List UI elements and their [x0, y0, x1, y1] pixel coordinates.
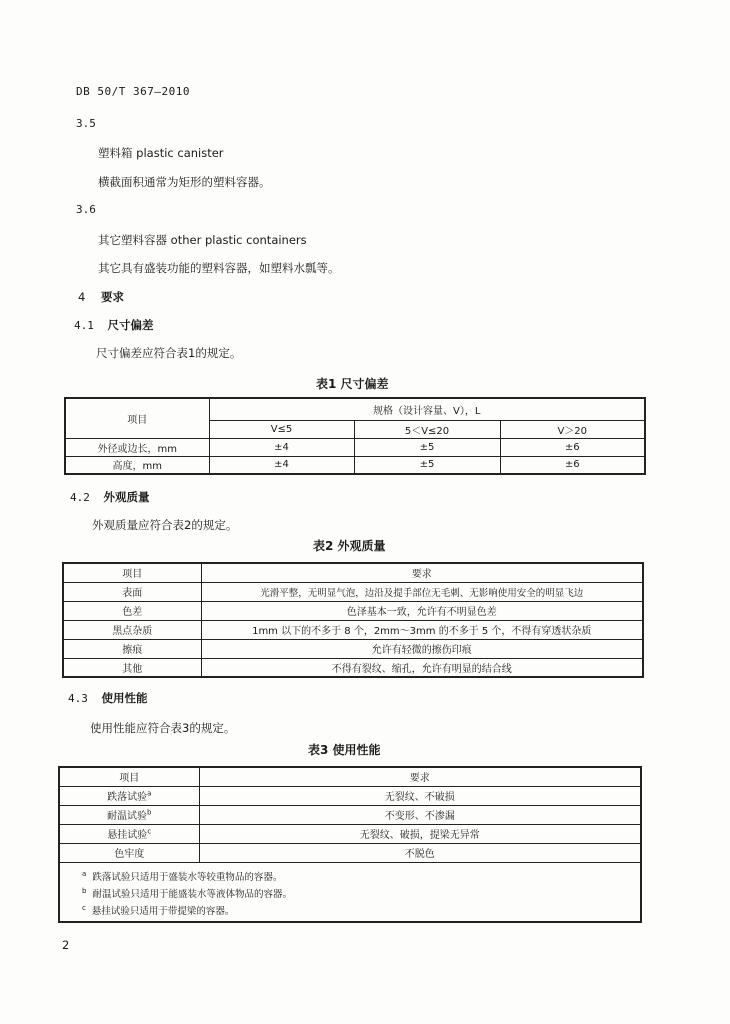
definition-other-plastic-containers: 其它具有盛装功能的塑料容器，如塑料水瓢等。 [98, 261, 340, 275]
table3-header-item: 项目 [59, 767, 199, 786]
table-row [63, 639, 643, 658]
table-row [59, 805, 641, 824]
section-4-1 [74, 317, 154, 333]
table1-col-header: 5＜V≤20 [354, 420, 500, 438]
footnote-marker: a [82, 870, 87, 879]
table3-note [82, 866, 640, 883]
table1-cell: ±5 [354, 438, 500, 456]
table2-requirement: 不得有裂纹、缩孔，允许有明显的结合线 [201, 658, 643, 677]
table3-caption: 表3 使用性能 [308, 743, 381, 757]
table3-header-requirement: 要求 [199, 767, 641, 786]
section-title-4-2: 外观质量 [103, 490, 150, 504]
section-title-4-3: 使用性能 [101, 691, 148, 705]
table1-cell: ±6 [500, 438, 645, 456]
table1-cell: ±6 [500, 456, 645, 474]
table1-cell: ±5 [354, 456, 500, 474]
section-number-4-1: 4.1 [74, 319, 94, 332]
table3-row-label [59, 786, 199, 805]
table3-requirement: 不脱色 [199, 843, 641, 862]
table2-row-label: 擦痕 [63, 639, 201, 658]
table2-header-requirement: 要求 [201, 563, 643, 582]
table-row [59, 843, 641, 862]
table2-row-label: 其他 [63, 658, 201, 677]
table1-row-label: 高度，mm [65, 456, 209, 474]
table1-dimension-deviation [64, 397, 646, 475]
table2-header-item: 项目 [63, 563, 201, 582]
table1-spec-header: 规格（设计容量、V），L [209, 398, 645, 420]
table3-requirement: 不变形、不渗漏 [199, 805, 641, 824]
table3-row-label-text: 跌落试验 [107, 792, 148, 803]
footnote-marker: c [147, 827, 152, 836]
document-id: DB 50/T 367—2010 [76, 85, 190, 98]
table3-requirement: 无裂纹、破损，提梁无异常 [199, 824, 641, 843]
table1-cell: ±4 [209, 438, 354, 456]
footnote-marker: b [82, 887, 87, 896]
table3-row-label-text: 耐温试验 [107, 811, 148, 822]
table2-requirement: 允许有轻微的擦伤印痕 [201, 639, 643, 658]
table1-caption: 表1 尺寸偏差 [316, 377, 389, 391]
section-number-4-3: 4.3 [68, 692, 88, 705]
table2-requirement: 光滑平整，无明显气泡，边沿及提手部位无毛刺、无影响使用安全的明显飞边 [201, 582, 643, 601]
table2-caption: 表2 外观质量 [313, 539, 386, 553]
footnote-marker: b [147, 808, 152, 817]
section-number-3-6: 3.6 [76, 203, 96, 216]
definition-plastic-canister: 横截面积通常为矩形的塑料容器。 [98, 175, 271, 189]
table2-row-label: 表面 [63, 582, 201, 601]
table1-col-header: V＞20 [500, 420, 645, 438]
section-title-4: 要求 [100, 290, 124, 304]
section-4-3 [68, 690, 148, 706]
table-row [59, 824, 641, 843]
table1-item-header: 项目 [65, 398, 209, 438]
term-other-plastic-containers: 其它塑料容器 other plastic containers [98, 233, 307, 247]
table-row [59, 786, 641, 805]
table-row [65, 438, 645, 456]
table3-note-text: 跌落试验只适用于盛装水等较重物品的容器。 [92, 872, 283, 884]
table1-cell: ±4 [209, 456, 354, 474]
table-row [63, 658, 643, 677]
table1-row-label: 外径或边长，mm [65, 438, 209, 456]
table3-row-label [59, 805, 199, 824]
term-plastic-canister: 塑料箱 plastic canister [98, 146, 224, 160]
table3-note-text: 耐温试验只适用于能盛装水等液体物品的容器。 [92, 889, 293, 901]
table2-appearance-quality [62, 562, 644, 678]
table3-row-label-text: 悬挂试验 [107, 830, 148, 841]
section-number-3-5: 3.5 [76, 117, 96, 130]
table1-col-header: V≤5 [209, 420, 354, 438]
table3-row-label [59, 824, 199, 843]
table3-note-text: 悬挂试验只适用于带提梁的容器。 [91, 906, 235, 918]
section-number-4-2: 4.2 [70, 491, 90, 504]
table3-notes [59, 862, 641, 922]
table-row [65, 456, 645, 474]
section-4-3-text: 使用性能应符合表3的规定。 [90, 721, 236, 735]
table3-row-label [59, 843, 199, 862]
table3-row-label-text: 色牢度 [114, 849, 145, 860]
section-number-4: 4 [78, 290, 86, 304]
table2-row-label: 色差 [63, 601, 201, 620]
section-title-4-1: 尺寸偏差 [107, 318, 154, 332]
table3-requirement: 无裂纹、不破损 [199, 786, 641, 805]
section-4-1-text: 尺寸偏差应符合表1的规定。 [96, 346, 242, 360]
table3-note [82, 883, 640, 900]
table3-note [82, 900, 640, 917]
table2-row-label: 黑点杂质 [63, 620, 201, 639]
table2-requirement: 1mm 以下的不多于 8 个，2mm～3mm 的不多于 5 个，不得有穿透状杂质 [201, 620, 643, 639]
table3-performance [58, 766, 642, 923]
table-row [63, 601, 643, 620]
section-4-2 [70, 489, 150, 505]
section-4 [78, 289, 124, 305]
page-number: 2 [62, 938, 70, 952]
table-row [63, 620, 643, 639]
table-row [63, 582, 643, 601]
section-4-2-text: 外观质量应符合表2的规定。 [92, 518, 238, 532]
table2-requirement: 色泽基本一致，允许有不明显色差 [201, 601, 643, 620]
footnote-marker: c [82, 904, 86, 913]
footnote-marker: a [147, 789, 152, 798]
